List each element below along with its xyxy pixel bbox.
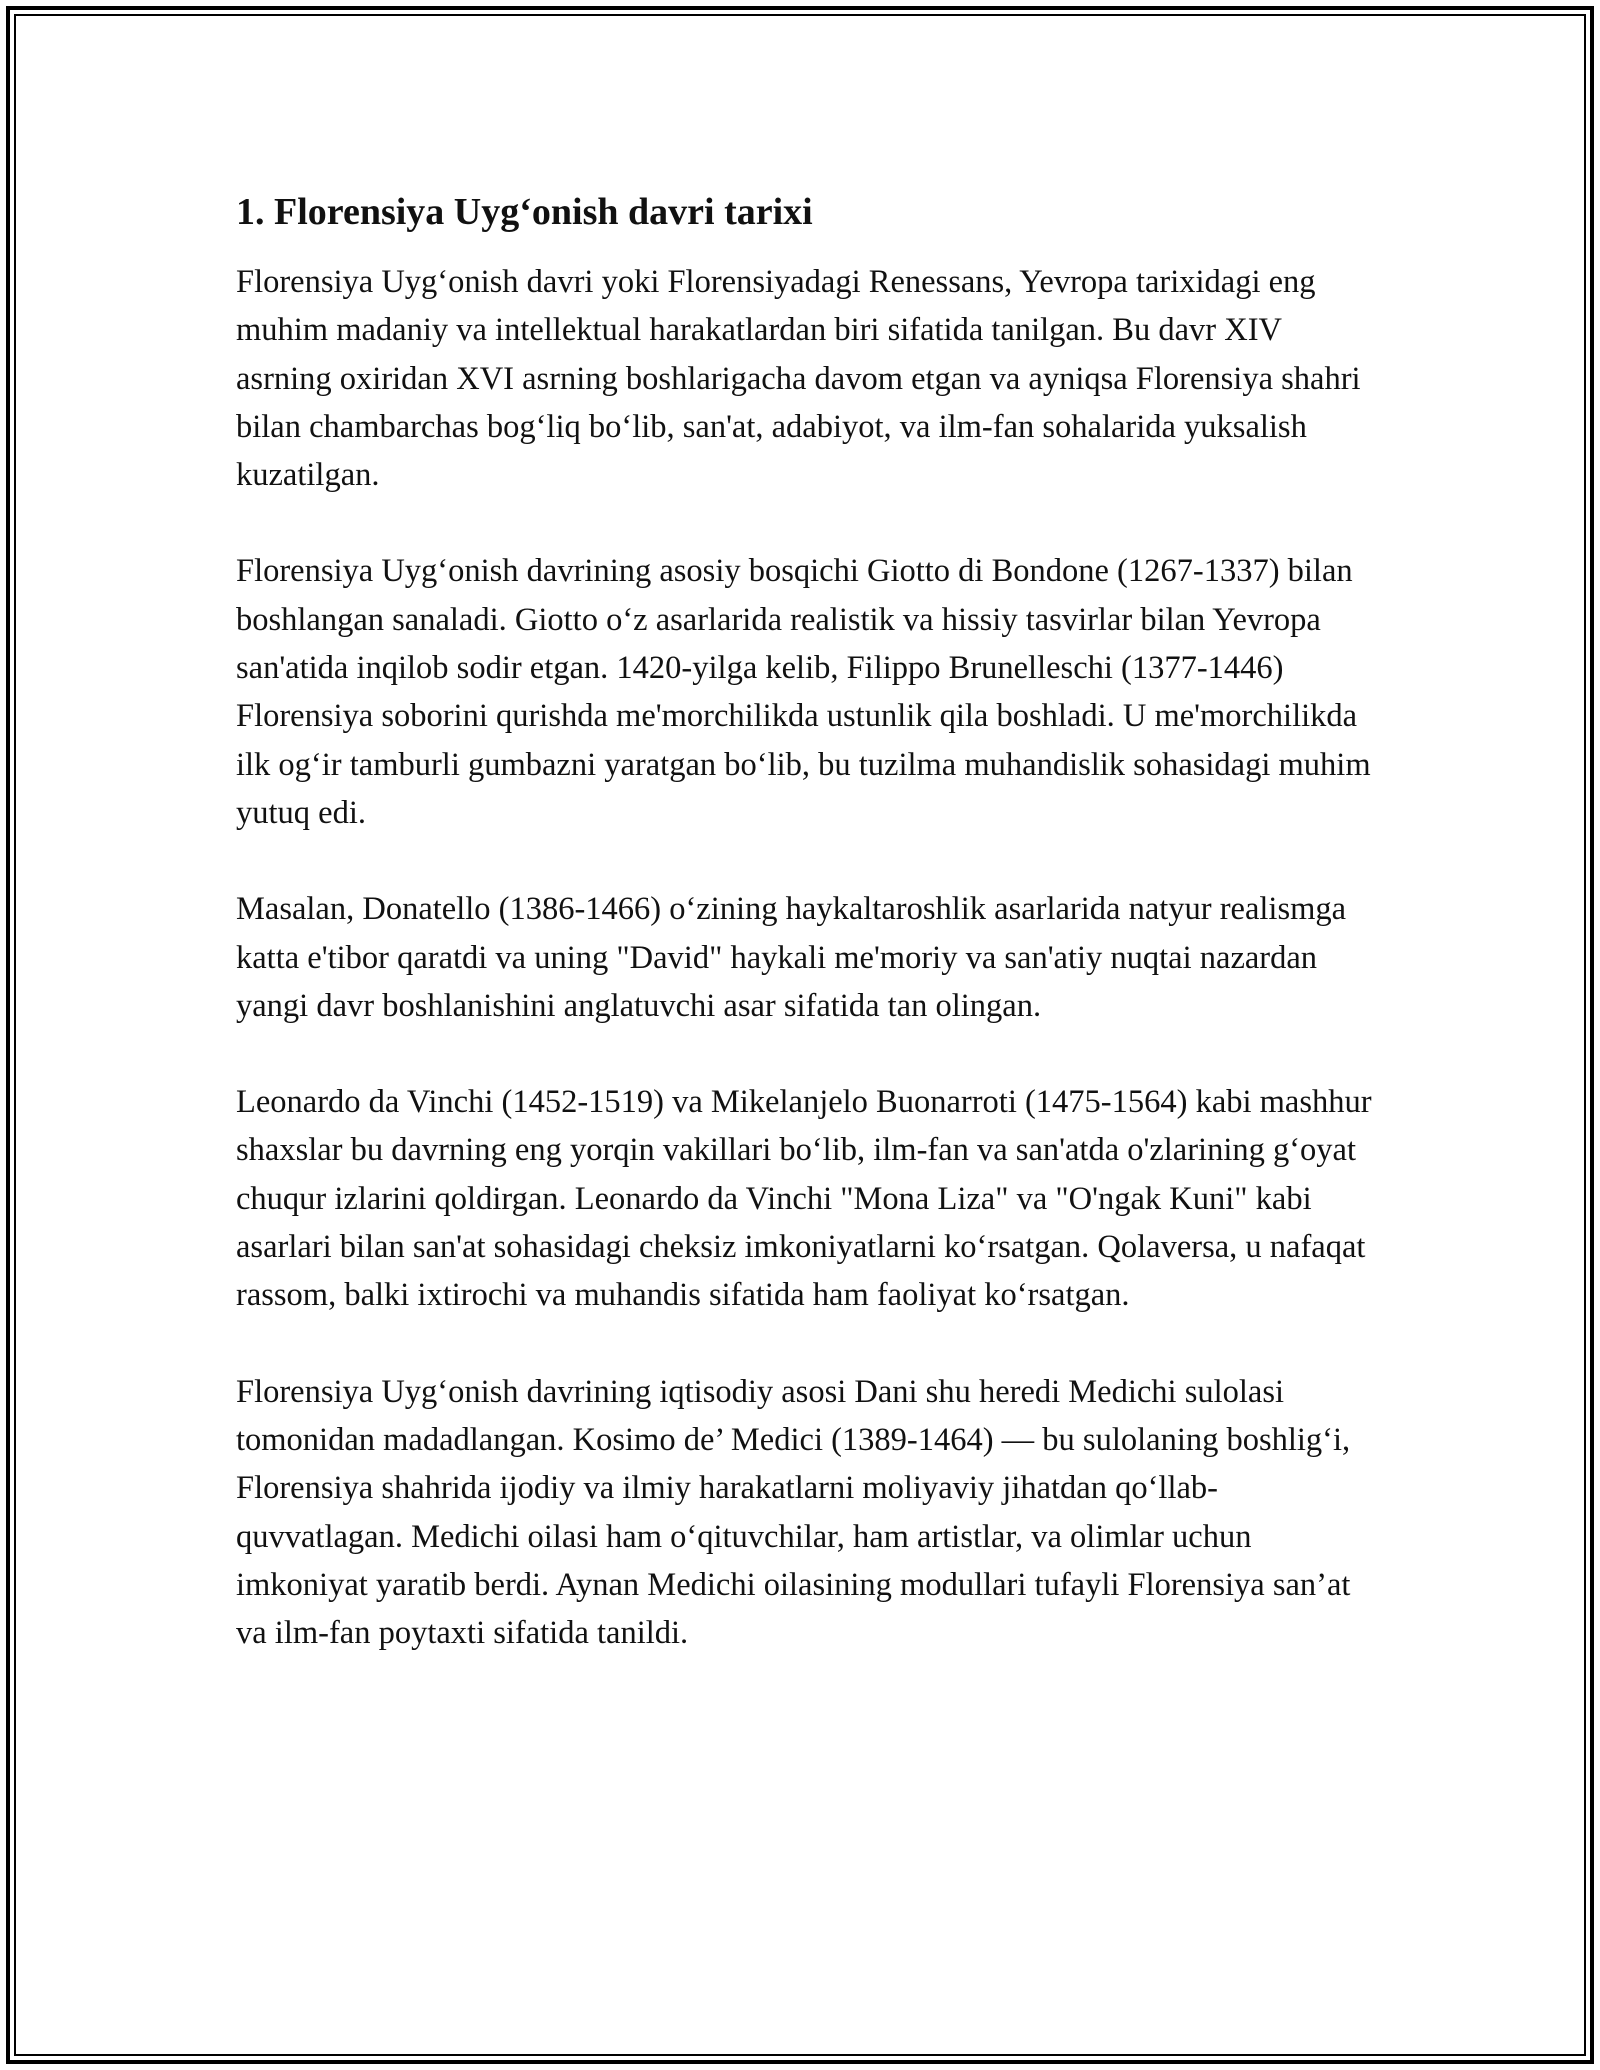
paragraph-giotto-brunelleschi: Florensiya Uyg‘onish davrining asosiy bosqichi Giotto di Bondone (1267-1337) bilan boshlangan sanaladi. Giotto o‘z asarlarida realistik va hissiy tasvirlar bilan Yevropa san'atida inqilob sodir etgan. 1420-yilga kelib, Filippo Brunelleschi (1377-1446) Florensiya soborini qurishda me'morchilikda ustunlik qila boshladi. U me'morchilikda ilk og‘ir tamburli gumbazni yaratgan bo‘lib, bu tuzilma muhandislik sohasidagi muhim yutuq edi. (236, 553, 1371, 831)
section-heading: 1. Florensiya Uyg‘onish davri tarixi (236, 191, 813, 233)
document-body (236, 188, 1376, 1705)
paragraph-donatello: Masalan, Donatello (1386-1466) o‘zining haykaltaroshlik asarlarida natyur realismga katta e'tibor qaratdi va uning "David" haykali me'moriy va san'atiy nuqtai nazardan yangi davr boshlanishini anglatuvchi asar sifatida tan olingan. (236, 891, 1347, 1024)
paragraph-intro: Florensiya Uyg‘onish davri yoki Florensiyadagi Renessans, Yevropa tarixidagi eng muhim madaniy va intellektual harakatlardan biri sifatida tanilgan. Bu davr XIV asrning oxiridan XVI asrning boshlarigacha davom etgan va ayniqsa Florensiya shahri bilan chambarchas bog‘liq bo‘lib, san'at, adabiyot, va ilm-fan sohalarida yuksalish kuzatilgan. (236, 264, 1361, 494)
paragraph-leonardo-michelangelo: Leonardo da Vinchi (1452-1519) va Mikelanjelo Buonarroti (1475-1564) kabi mashhur shaxslar bu davrning eng yorqin vakillari bo‘lib, ilm-fan va san'atda o'zlarining g‘oyat chuqur izlarini qoldirgan. Leonardo da Vinchi "Mona Liza" va "O'ngak Kuni" kabi asarlari bilan san'at sohasidagi cheksiz imkoniyatlarni ko‘rsatgan. Qolaversa, u nafaqat rassom, balki ixtirochi va muhandis sifatida ham faoliyat ko‘rsatgan. (236, 1084, 1372, 1314)
paragraph-medici: Florensiya Uyg‘onish davrining iqtisodiy asosi Dani shu heredi Medichi sulolasi tomonidan madadlangan. Kosimo de’ Medici (1389-1464) — bu sulolaning boshlig‘i, Florensiya shahrida ijodiy va ilmiy harakatlarni moliyaviy jihatdan qo‘llab-quvvatlagan. Medichi oilasi ham o‘qituvchilar, ham artistlar, va olimlar uchun imkoniyat yaratib berdi. Aynan Medichi oilasining modullari tufayli Florensiya san’at va ilm-fan poytaxti sifatida tanildi. (236, 1373, 1351, 1652)
